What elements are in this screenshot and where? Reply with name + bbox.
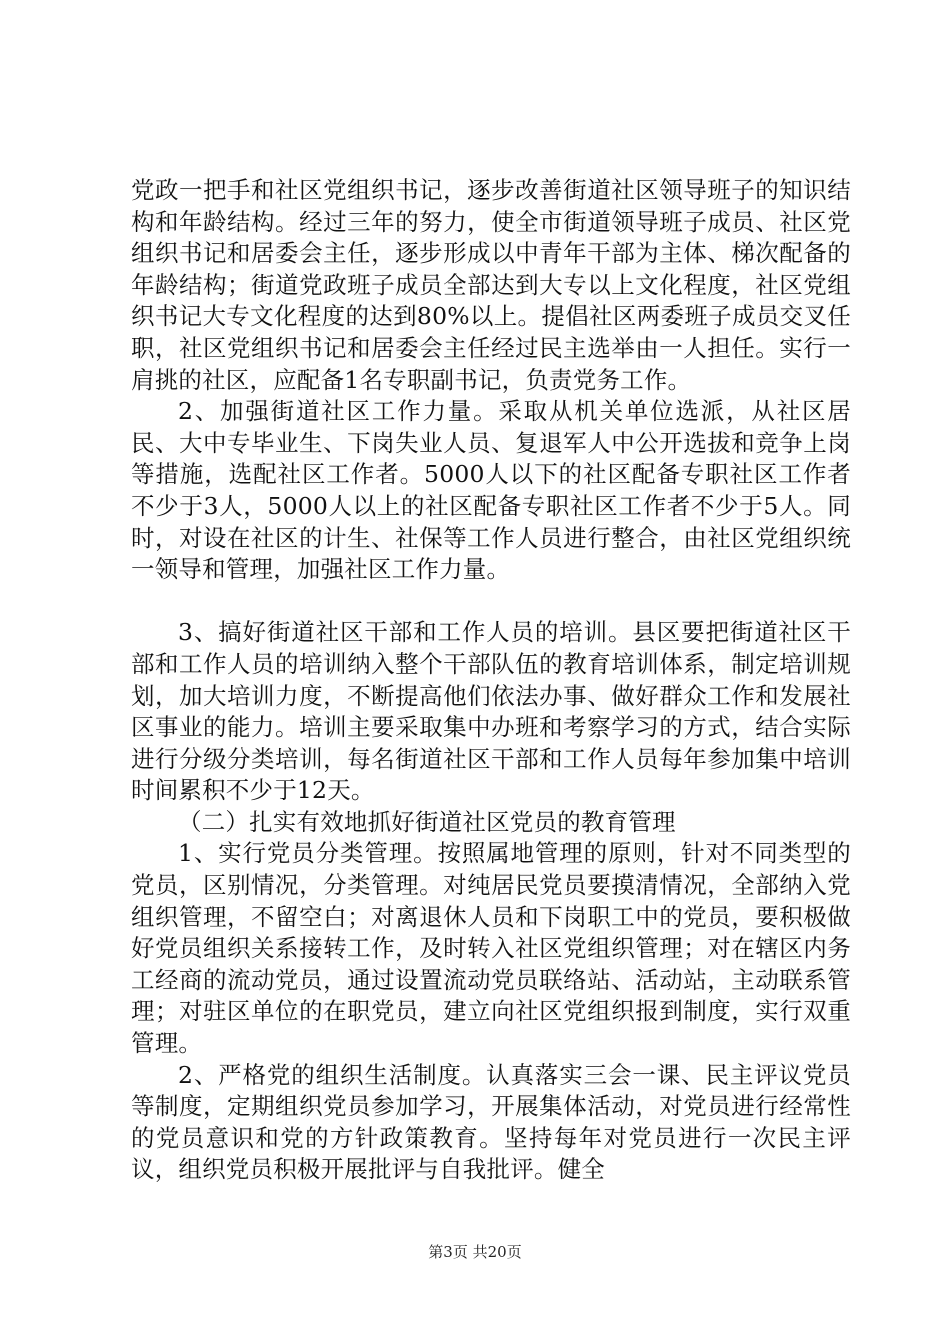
paragraph-spacer bbox=[131, 586, 851, 618]
paragraph-item-3: 3、搞好街道社区干部和工作人员的培训。县区要把街道社区干部和工作人员的培训纳入整个干部队伍的教育培训体系，制定培训规划，加大培训力度，不断提高他们依法办事、做好群众工作和发展社区事业的能力。培训主要采取集中办班和考察学习的方式，结合实际进行分级分类培训，每名街道社区干部和工作人员每年参加集中培训时间累积不少于12天。 bbox=[131, 618, 851, 805]
paragraph-item-2: 2、加强街道社区工作力量。采取从机关单位选派，从社区居民、大中专毕业生、下岗失业人员、复退军人中公开选拔和竞争上岗等措施，选配社区工作者。5000人以下的社区配备专职社区工作者不少于3人，5000人以上的社区配备专职社区工作者不少于5人。同时，对设在社区的计生、社保等工作人员进行整合，由社区党组织统一领导和管理，加强社区工作力量。 bbox=[131, 397, 851, 584]
paragraph-party-member-management: 1、实行党员分类管理。按照属地管理的原则，针对不同类型的党员，区别情况，分类管理。对纯居民党员要摸清情况，全部纳入党组织管理，不留空白；对离退休人员和下岗职工中的党员，要积极做好党员组织关系接转工作，及时转入社区党组织管理；对在辖区内务工经商的流动党员，通过设置流动党员联络站、活动站，主动联系管理；对驻区单位的在职党员，建立向社区党组织报到制度，实行双重管理。 bbox=[131, 839, 851, 1058]
paragraph-continuation: 党政一把手和社区党组织书记，逐步改善街道社区领导班子的知识结构和年龄结构。经过三年的努力，使全市街道领导班子成员、社区党组织书记和居委会主任，逐步形成以中青年干部为主体、梯次配备的年龄结构；街道党政班子成员全部达到大专以上文化程度，社区党组织书记大专文化程度的达到80%以上。提倡社区两委班子成员交叉任职，社区党组织书记和居委会主任经过民主选举由一人担任。实行一肩挑的社区，应配备1名专职副书记，负责党务工作。 bbox=[131, 176, 851, 394]
paragraph-organization-life: 2、严格党的组织生活制度。认真落实三会一课、民主评议党员等制度，定期组织党员参加学习，开展集体活动，对党员进行经常性的党员意识和党的方针政策教育。坚持每年对党员进行一次民主评议，组织党员积极开展批评与自我批评。健全 bbox=[131, 1060, 851, 1184]
page-footer: 第3页 共20页 bbox=[428, 1243, 522, 1261]
document-body bbox=[131, 175, 851, 1186]
section-heading: （二）扎实有效地抓好街道社区党员的教育管理 bbox=[178, 807, 676, 836]
